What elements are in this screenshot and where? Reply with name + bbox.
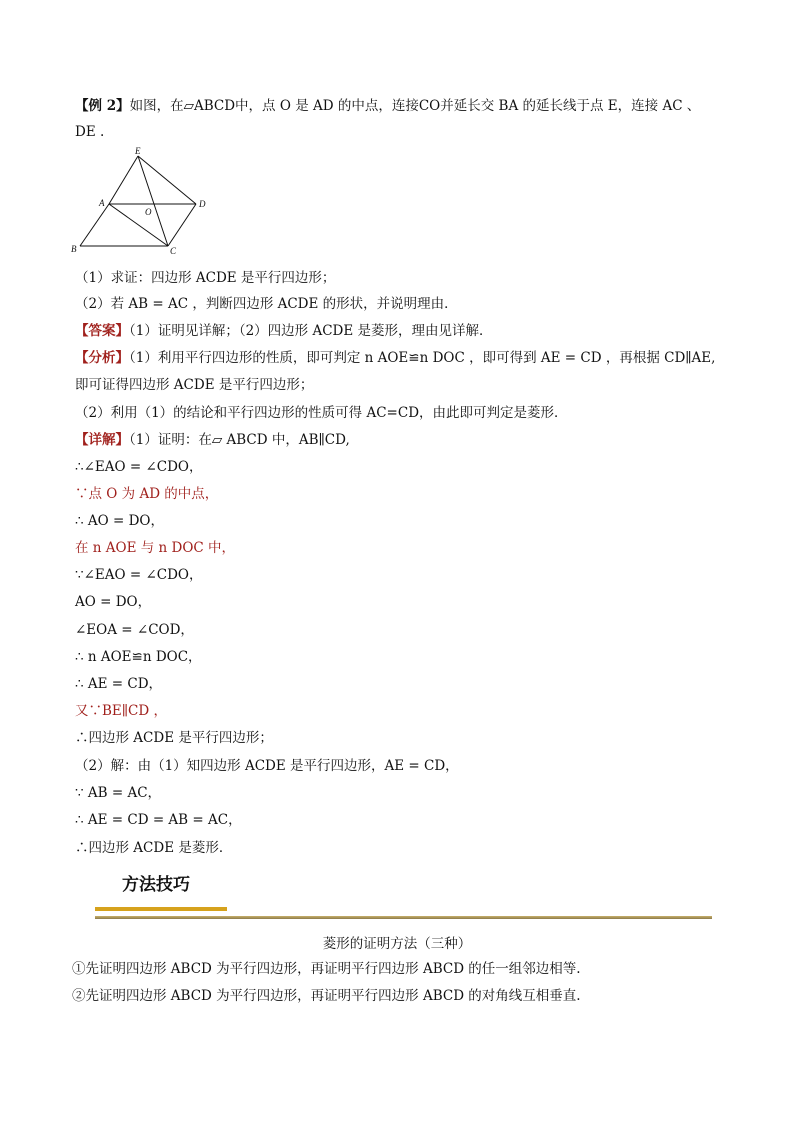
example-stem-text: 如图，在▱ABCD中，点 O 是 AD 的中点，连接CO并延长交 BA 的延长线于点 E，连接 AC 、 [129,98,701,114]
method-subtitle: 菱形的证明方法（三种） [322,936,472,952]
detail-line2: ∴∠EAO = ∠CDO， [75,459,203,475]
question-2: （2）若 AB = AC ，判断四边形 ACDE 的形状，并说明理由． [75,296,458,312]
label-O: O [145,207,152,217]
question-1: （1）求证：四边形 ACDE 是平行四边形； [75,270,336,286]
detail-line14: ∵ AB = AC， [75,785,162,801]
segment-ED [138,156,196,204]
detail-line10: ∴ AE = CD， [75,676,163,692]
detail-line3: ∵点 O 为 AD 的中点， [75,486,219,502]
analysis-tag: 【分析】 [75,350,129,366]
heading-underline [95,907,227,911]
segment-EC [138,156,168,246]
segment-BA [80,204,109,246]
method-item-2: ②先证明四边形 ABCD 为平行四边形，再证明平行四边形 ABCD 的对角线互相垂直. [72,988,581,1004]
example-stem-line2: DE . [75,124,105,140]
parallelogram-figure [68,146,218,256]
method-item-1: ①先证明四边形 ABCD 为平行四边形，再证明平行四边形 ABCD 的任一组邻边相等. [72,961,581,977]
segment-AE [109,156,138,204]
analysis-text1: （1）利用平行四边形的性质，即可判定 n AOE≌n DOC ，即可得到 AE = CD ，再根据 CD∥AE, [129,350,716,366]
section-divider [95,916,712,919]
segment-DC [168,204,196,246]
label-A: A [99,198,105,208]
example-label: 【例 2】 [75,98,130,114]
detail-line6: ∵∠EAO = ∠CDO， [75,567,203,583]
label-C: C [170,246,177,256]
analysis-line3: （2）利用（1）的结论和平行四边形的性质可得 AC=CD，由此即可判定是菱形． [75,405,568,421]
method-heading: 方法技巧 [122,875,190,895]
detail-line8: ∠EOA = ∠COD， [75,622,194,638]
label-B: B [71,244,77,254]
detail-line4: ∴ AO = DO， [75,513,164,529]
detail-line16: ∴四边形 ACDE 是菱形． [75,840,233,856]
detail-line7: AO = DO， [75,594,152,610]
analysis-line2: 即可证得四边形 ACDE 是平行四边形； [75,377,314,393]
detail-line9: ∴ n AOE≌n DOC， [75,649,202,665]
example-stem-line1 [75,96,700,116]
detail-line15: ∴ AE = CD = AB = AC， [75,812,242,828]
detail-line13: （2）解：由（1）知四边形 ACDE 是平行四边形，AE = CD， [75,758,459,774]
detail-text1: （1）证明：在▱ ABCD 中，AB∥CD, [129,432,350,448]
answer-tag: 【答案】 [75,323,129,339]
detail-tag: 【详解】 [75,432,129,448]
segment-AC [109,204,168,246]
label-E: E [135,146,141,156]
detail-line12: ∴四边形 ACDE 是平行四边形； [75,730,273,746]
detail-line1 [75,430,350,450]
analysis-line1 [75,348,715,368]
label-D: D [199,199,206,209]
answer-text: （1）证明见详解；（2）四边形 ACDE 是菱形，理由见详解． [129,323,493,339]
detail-line11: 又∵BE∥CD ， [75,703,167,719]
detail-line5: 在 n AOE 与 n DOC 中， [75,540,236,556]
answer-line [75,321,493,341]
